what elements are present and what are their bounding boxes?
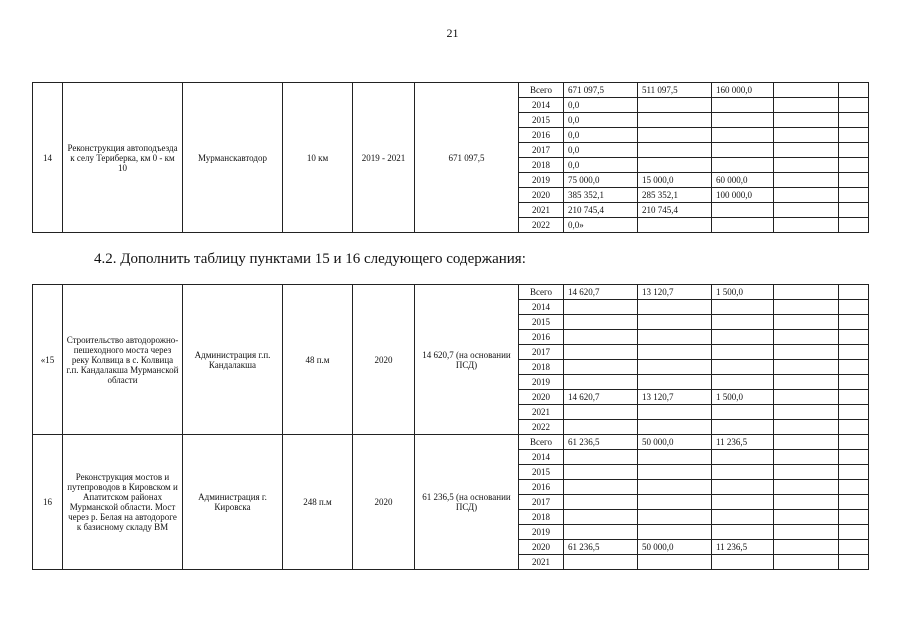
finance-source-3 [774, 495, 839, 510]
finance-source-3 [774, 555, 839, 570]
finance-source-4 [839, 375, 869, 390]
finance-source-3 [774, 360, 839, 375]
finance-year: Всего [519, 285, 564, 300]
estimated-cost: 61 236,5 (на основании ПСД) [415, 435, 519, 570]
finance-source-4 [839, 173, 869, 188]
finance-source-1 [638, 300, 712, 315]
finance-source-3 [774, 330, 839, 345]
finance-source-3 [774, 128, 839, 143]
finance-source-2 [712, 450, 774, 465]
finance-source-1 [638, 218, 712, 233]
finance-source-1: 50 000,0 [638, 435, 712, 450]
finance-total: 14 620,7 [564, 390, 638, 405]
finance-total [564, 555, 638, 570]
finance-year: 2022 [519, 420, 564, 435]
finance-total: 671 097,5 [564, 83, 638, 98]
finance-source-4 [839, 143, 869, 158]
finance-year: 2015 [519, 315, 564, 330]
finance-source-4 [839, 390, 869, 405]
finance-year: 2022 [519, 218, 564, 233]
finance-year: 2015 [519, 113, 564, 128]
finance-source-4 [839, 300, 869, 315]
finance-total: 0,0 [564, 128, 638, 143]
table-section-2 [32, 284, 869, 570]
finance-source-4 [839, 360, 869, 375]
finance-source-3 [774, 218, 839, 233]
finance-source-2 [712, 360, 774, 375]
finance-year: 2016 [519, 330, 564, 345]
finance-total [564, 300, 638, 315]
finance-source-1 [638, 128, 712, 143]
finance-source-4 [839, 203, 869, 218]
finance-source-4 [839, 285, 869, 300]
finance-source-3 [774, 420, 839, 435]
finance-source-4 [839, 495, 869, 510]
finance-source-1 [638, 315, 712, 330]
section-heading: 4.2. Дополнить таблицу пунктами 15 и 16 следующего содержания: [94, 251, 526, 267]
finance-source-2: 160 000,0 [712, 83, 774, 98]
period: 2020 [353, 285, 415, 435]
finance-source-3 [774, 173, 839, 188]
finance-year: Всего [519, 83, 564, 98]
finance-total: 0,0 [564, 143, 638, 158]
finance-total [564, 450, 638, 465]
finance-year: 2014 [519, 98, 564, 113]
finance-source-3 [774, 300, 839, 315]
finance-year: 2016 [519, 480, 564, 495]
finance-total: 61 236,5 [564, 435, 638, 450]
finance-source-1 [638, 555, 712, 570]
period: 2020 [353, 435, 415, 570]
capacity: 10 км [283, 83, 353, 233]
finance-source-1: 13 120,7 [638, 285, 712, 300]
finance-total [564, 465, 638, 480]
finance-source-4 [839, 98, 869, 113]
capacity: 248 п.м [283, 435, 353, 570]
finance-source-3 [774, 510, 839, 525]
finance-year: 2018 [519, 158, 564, 173]
finance-source-1 [638, 113, 712, 128]
finance-source-4 [839, 83, 869, 98]
finance-source-3 [774, 435, 839, 450]
finance-source-2 [712, 218, 774, 233]
finance-total [564, 510, 638, 525]
finance-year: 2021 [519, 405, 564, 420]
finance-source-1 [638, 450, 712, 465]
finance-source-1: 210 745,4 [638, 203, 712, 218]
executor: Мурманскавтодор [183, 83, 283, 233]
finance-total [564, 480, 638, 495]
finance-total [564, 405, 638, 420]
finance-source-2: 60 000,0 [712, 173, 774, 188]
finance-source-2 [712, 98, 774, 113]
period: 2019 - 2021 [353, 83, 415, 233]
finance-year: 2018 [519, 360, 564, 375]
finance-source-2 [712, 510, 774, 525]
finance-total: 0,0 [564, 158, 638, 173]
finance-source-2 [712, 405, 774, 420]
finance-source-2 [712, 128, 774, 143]
finance-source-2: 11 236,5 [712, 540, 774, 555]
finance-source-3 [774, 98, 839, 113]
estimated-cost: 14 620,7 (на основании ПСД) [415, 285, 519, 435]
finance-total: 210 745,4 [564, 203, 638, 218]
executor: Администрация г.п. Кандалакша [183, 285, 283, 435]
finance-year: 2020 [519, 390, 564, 405]
finance-total [564, 420, 638, 435]
finance-year: 2019 [519, 525, 564, 540]
finance-source-4 [839, 330, 869, 345]
finance-source-1: 511 097,5 [638, 83, 712, 98]
finance-source-2 [712, 143, 774, 158]
finance-year: 2017 [519, 345, 564, 360]
finance-total [564, 345, 638, 360]
executor: Администрация г. Кировска [183, 435, 283, 570]
page-number: 21 [446, 26, 459, 40]
finance-source-1 [638, 420, 712, 435]
finance-source-1 [638, 143, 712, 158]
finance-source-2: 11 236,5 [712, 435, 774, 450]
finance-source-4 [839, 480, 869, 495]
finance-source-3 [774, 540, 839, 555]
finance-year: 2021 [519, 555, 564, 570]
table-section-1 [32, 82, 869, 233]
finance-source-3 [774, 525, 839, 540]
finance-source-1 [638, 495, 712, 510]
finance-total [564, 375, 638, 390]
finance-source-2 [712, 330, 774, 345]
finance-source-3 [774, 315, 839, 330]
finance-source-1 [638, 510, 712, 525]
finance-source-4 [839, 510, 869, 525]
finance-source-4 [839, 420, 869, 435]
finance-year: 2020 [519, 188, 564, 203]
finance-source-4 [839, 128, 869, 143]
finance-source-4 [839, 113, 869, 128]
finance-year: 2018 [519, 510, 564, 525]
finance-total: 0,0» [564, 218, 638, 233]
finance-total: 61 236,5 [564, 540, 638, 555]
finance-source-3 [774, 450, 839, 465]
finance-total [564, 525, 638, 540]
finance-source-4 [839, 158, 869, 173]
object-name: Реконструкция автоподъезда к селу Териберка, км 0 - км 10 [63, 83, 183, 233]
finance-source-3 [774, 390, 839, 405]
finance-source-3 [774, 345, 839, 360]
finance-year: 2019 [519, 375, 564, 390]
finance-source-1 [638, 405, 712, 420]
finance-source-2 [712, 158, 774, 173]
table-row [33, 83, 869, 98]
finance-source-4 [839, 525, 869, 540]
finance-year: 2017 [519, 143, 564, 158]
finance-source-3 [774, 113, 839, 128]
finance-source-2 [712, 345, 774, 360]
finance-source-4 [839, 345, 869, 360]
finance-year: 2017 [519, 495, 564, 510]
finance-total [564, 315, 638, 330]
finance-source-4 [839, 315, 869, 330]
finance-total [564, 495, 638, 510]
finance-year: 2014 [519, 450, 564, 465]
finance-source-2 [712, 525, 774, 540]
row-number: 16 [33, 435, 63, 570]
finance-source-1: 15 000,0 [638, 173, 712, 188]
finance-total: 75 000,0 [564, 173, 638, 188]
finance-source-1 [638, 158, 712, 173]
finance-source-3 [774, 465, 839, 480]
finance-source-1 [638, 465, 712, 480]
finance-source-3 [774, 143, 839, 158]
finance-source-2 [712, 420, 774, 435]
finance-source-2 [712, 555, 774, 570]
finance-source-4 [839, 218, 869, 233]
finance-source-4 [839, 188, 869, 203]
finance-source-2 [712, 113, 774, 128]
finance-total [564, 360, 638, 375]
estimated-cost: 671 097,5 [415, 83, 519, 233]
finance-source-4 [839, 435, 869, 450]
finance-year: 2021 [519, 203, 564, 218]
row-number: 14 [33, 83, 63, 233]
finance-source-3 [774, 203, 839, 218]
finance-source-3 [774, 158, 839, 173]
finance-source-3 [774, 285, 839, 300]
finance-source-3 [774, 375, 839, 390]
finance-source-2 [712, 465, 774, 480]
finance-source-4 [839, 465, 869, 480]
finance-total [564, 330, 638, 345]
object-name: Реконструкция мостов и путепроводов в Кировском и Апатитском районах Мурманской области. Мост через р. Белая на автодороге к базисному складу ВМ [63, 435, 183, 570]
finance-source-4 [839, 405, 869, 420]
row-number: «15 [33, 285, 63, 435]
finance-total: 0,0 [564, 113, 638, 128]
finance-year: 2014 [519, 300, 564, 315]
capacity: 48 п.м [283, 285, 353, 435]
table-row [33, 435, 869, 450]
object-name: Строительство автодорожно-пешеходного моста через реку Колвица в с. Колвица г.п. Кандалакша Мурманской области [63, 285, 183, 435]
finance-year: 2019 [519, 173, 564, 188]
finance-source-1: 13 120,7 [638, 390, 712, 405]
finance-source-1 [638, 330, 712, 345]
finance-total: 14 620,7 [564, 285, 638, 300]
finance-source-1 [638, 375, 712, 390]
finance-source-1 [638, 480, 712, 495]
finance-source-3 [774, 480, 839, 495]
finance-source-2 [712, 375, 774, 390]
finance-total: 0,0 [564, 98, 638, 113]
finance-source-3 [774, 188, 839, 203]
finance-source-1 [638, 345, 712, 360]
finance-total: 385 352,1 [564, 188, 638, 203]
finance-source-1: 50 000,0 [638, 540, 712, 555]
table-row [33, 285, 869, 300]
finance-source-1: 285 352,1 [638, 188, 712, 203]
finance-source-2: 1 500,0 [712, 285, 774, 300]
finance-source-2 [712, 495, 774, 510]
finance-source-4 [839, 450, 869, 465]
finance-source-2 [712, 203, 774, 218]
finance-source-2: 1 500,0 [712, 390, 774, 405]
finance-source-3 [774, 83, 839, 98]
finance-year: 2015 [519, 465, 564, 480]
finance-source-1 [638, 525, 712, 540]
finance-source-4 [839, 540, 869, 555]
finance-source-3 [774, 405, 839, 420]
finance-source-2 [712, 480, 774, 495]
finance-source-4 [839, 555, 869, 570]
finance-source-1 [638, 98, 712, 113]
finance-year: 2016 [519, 128, 564, 143]
finance-year: Всего [519, 435, 564, 450]
finance-source-1 [638, 360, 712, 375]
finance-source-2 [712, 315, 774, 330]
finance-source-2 [712, 300, 774, 315]
finance-year: 2020 [519, 540, 564, 555]
finance-source-2: 100 000,0 [712, 188, 774, 203]
